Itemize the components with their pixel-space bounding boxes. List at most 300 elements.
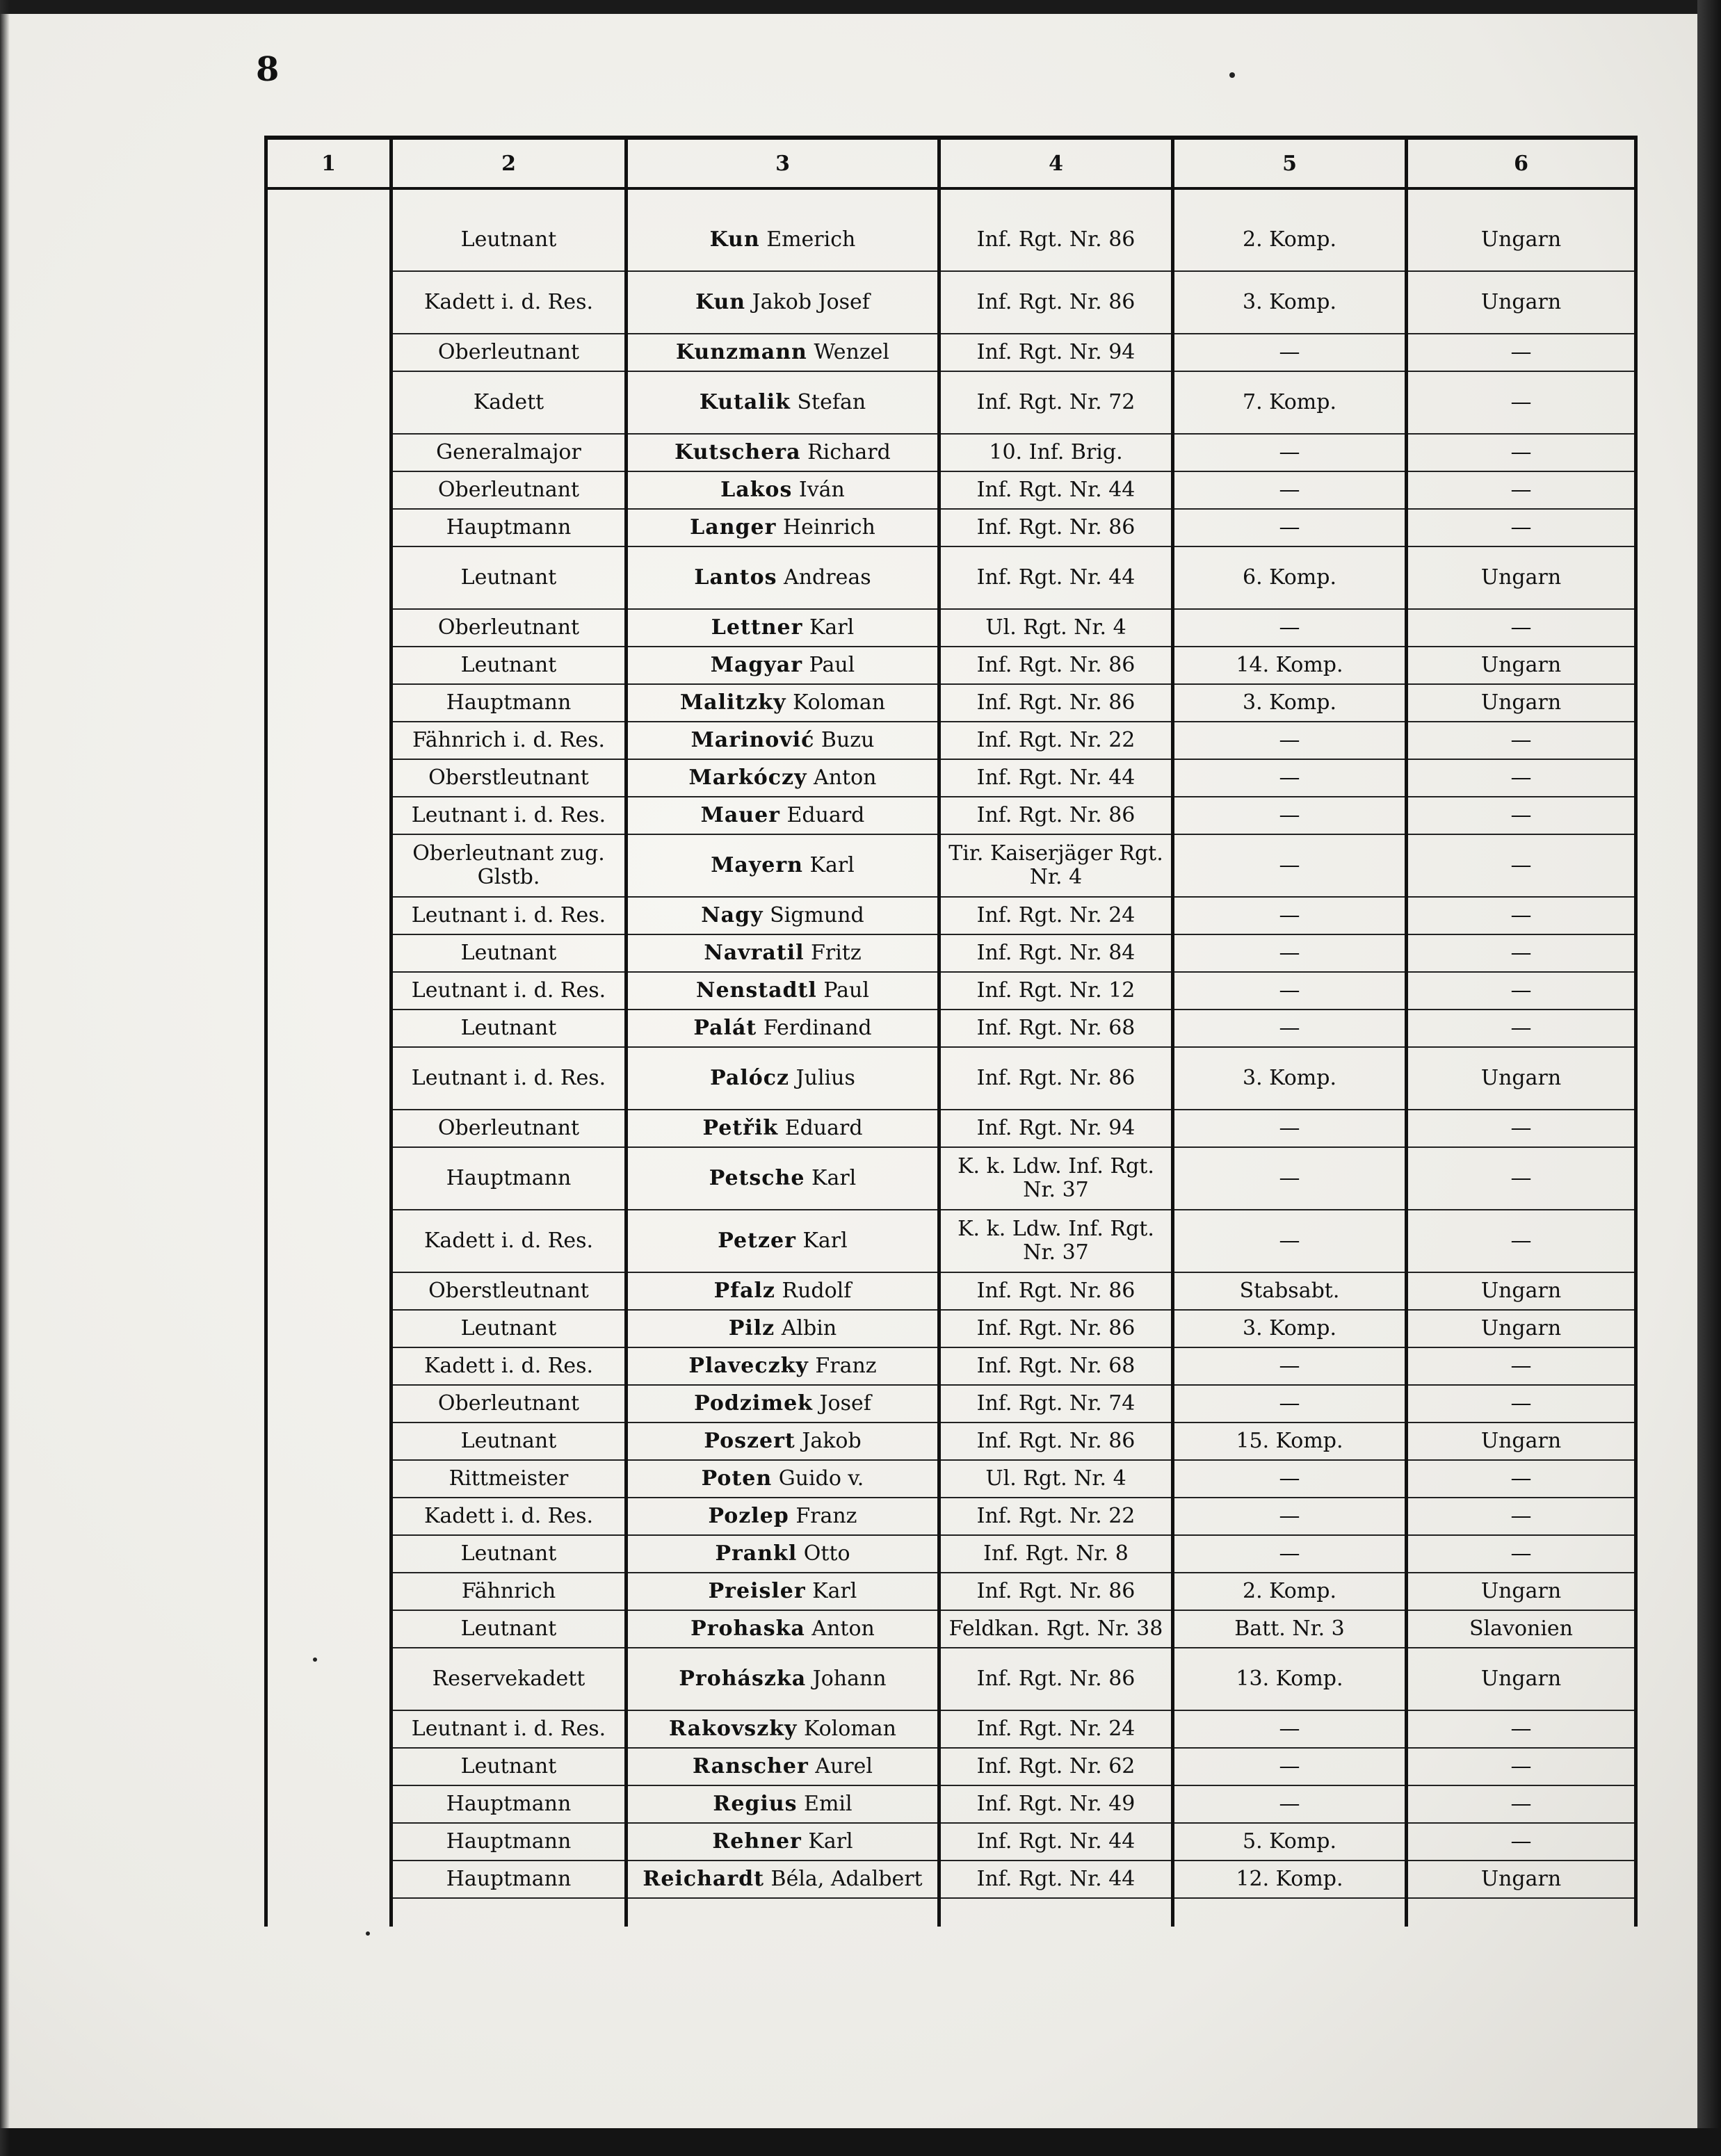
given-name: Karl [802,1229,848,1253]
unit-cell: Inf. Rgt. Nr. 86 [939,209,1173,271]
surname: Reichardt [643,1867,764,1891]
region-cell: Ungarn [1407,1861,1636,1898]
given-name: Heinrich [782,515,875,540]
region-cell: — [1407,797,1636,834]
region-cell: — [1407,834,1636,897]
given-name: Sigmund [770,903,864,927]
subunit-cell: — [1173,1010,1407,1047]
given-name: Karl [811,1166,857,1190]
rank-cell: Hauptmann [391,509,627,546]
region-cell: — [1407,371,1636,434]
unit-cell: Inf. Rgt. Nr. 44 [939,759,1173,797]
index-cell [266,972,391,1010]
given-name: Rudolf [782,1279,852,1303]
given-name: Aurel [815,1754,873,1778]
region-cell: — [1407,1535,1636,1573]
subunit-cell: — [1173,1210,1407,1272]
table-row [266,1785,1636,1823]
unit-cell: Inf. Rgt. Nr. 12 [939,972,1173,1010]
index-cell [266,271,391,334]
region-cell: — [1407,609,1636,647]
index-cell [266,434,391,471]
given-name: Wenzel [814,340,890,364]
subunit-cell: — [1173,972,1407,1010]
name-cell [627,1423,939,1460]
region-cell: Ungarn [1407,271,1636,334]
unit-cell: Inf. Rgt. Nr. 44 [939,1823,1173,1861]
table-row [266,434,1636,471]
table-row [266,1535,1636,1573]
name-cell [627,934,939,972]
table-row [266,1210,1636,1272]
region-cell: Ungarn [1407,1310,1636,1347]
subunit-cell: — [1173,834,1407,897]
index-cell [266,1010,391,1047]
region-cell: Ungarn [1407,546,1636,609]
rank-cell: Hauptmann [391,684,627,722]
page-number: 8 [256,50,280,89]
rank-cell: Leutnant i. d. Res. [391,1047,627,1110]
index-cell [266,546,391,609]
name-cell [627,1210,939,1272]
rank-cell: Leutnant [391,647,627,684]
surname: Ranscher [693,1754,809,1778]
surname: Langer [690,515,777,540]
scan-edge-left [0,0,10,2156]
subunit-cell: 6. Komp. [1173,546,1407,609]
index-cell [266,1610,391,1648]
subunit-cell: 13. Komp. [1173,1648,1407,1710]
name-cell [627,509,939,546]
rank-cell: Oberstleutnant [391,759,627,797]
index-cell [266,797,391,834]
given-name: Ferdinand [763,1016,872,1040]
rank-cell: Oberleutnant zug. Glstb. [391,834,627,897]
index-cell [266,1110,391,1147]
rank-cell: Kadett i. d. Res. [391,271,627,334]
given-name: Béla, Adalbert [770,1867,923,1891]
region-cell: — [1407,1710,1636,1748]
given-name: Otto [803,1541,850,1566]
column-header-6: 6 [1407,138,1636,188]
index-cell [266,1823,391,1861]
subunit-cell: 3. Komp. [1173,684,1407,722]
rank-cell: Leutnant [391,546,627,609]
unit-cell: Inf. Rgt. Nr. 94 [939,1110,1173,1147]
unit-cell: Inf. Rgt. Nr. 86 [939,1047,1173,1110]
subunit-cell: 3. Komp. [1173,1310,1407,1347]
subunit-cell: 12. Komp. [1173,1861,1407,1898]
rank-cell: Leutnant [391,1010,627,1047]
index-cell [266,471,391,509]
table-row [266,647,1636,684]
surname: Preisler [708,1579,806,1603]
rank-cell: Leutnant [391,1748,627,1785]
table-row [266,1110,1636,1147]
name-cell [627,1147,939,1210]
name-cell [627,1047,939,1110]
region-cell: — [1407,722,1636,759]
name-cell [627,1010,939,1047]
name-cell [627,1347,939,1385]
rank-cell: Leutnant [391,934,627,972]
surname: Poszert [704,1429,795,1453]
index-cell [266,934,391,972]
surname: Lettner [711,615,803,640]
given-name: Iván [798,478,845,502]
index-cell [266,371,391,434]
given-name: Julius [795,1066,855,1090]
surname: Lakos [720,478,793,502]
surname: Prohászka [679,1667,807,1691]
scan-edge-bottom [0,2128,1721,2156]
surname: Lantos [694,565,777,590]
region-cell: — [1407,1010,1636,1047]
name-cell [627,1110,939,1147]
surname: Regius [713,1792,798,1816]
subunit-cell: 15. Komp. [1173,1423,1407,1460]
index-cell [266,1310,391,1347]
table-spacer-bottom [266,1898,1636,1927]
index-cell [266,1147,391,1210]
given-name: Jakob Josef [752,290,870,314]
table-row [266,1573,1636,1610]
index-cell [266,1460,391,1498]
unit-cell: Inf. Rgt. Nr. 62 [939,1748,1173,1785]
table-row [266,509,1636,546]
rank-cell: Oberleutnant [391,609,627,647]
unit-cell: Inf. Rgt. Nr. 22 [939,722,1173,759]
rank-cell: Oberleutnant [391,1385,627,1423]
table-row [266,897,1636,934]
index-cell [266,1785,391,1823]
region-cell: — [1407,1347,1636,1385]
name-cell [627,1498,939,1535]
surname: Markóczy [688,765,807,790]
table-row [266,209,1636,271]
given-name: Fritz [811,941,862,965]
table-row [266,1423,1636,1460]
region-cell: — [1407,759,1636,797]
given-name: Eduard [786,803,865,827]
region-cell: — [1407,1748,1636,1785]
index-cell [266,1861,391,1898]
unit-cell: Inf. Rgt. Nr. 44 [939,1861,1173,1898]
surname: Magyar [710,653,803,677]
rank-cell: Leutnant [391,209,627,271]
name-cell [627,1861,939,1898]
unit-cell: Inf. Rgt. Nr. 24 [939,897,1173,934]
given-name: Josef [819,1391,871,1416]
rank-cell: Kadett i. d. Res. [391,1210,627,1272]
subunit-cell: — [1173,1785,1407,1823]
officer-register-table [264,136,1638,1927]
name-cell [627,972,939,1010]
given-name: Eduard [784,1116,863,1140]
index-cell [266,684,391,722]
index-cell [266,834,391,897]
given-name: Andreas [784,565,871,590]
surname: Prohaska [690,1616,805,1641]
name-cell [627,371,939,434]
name-cell [627,1710,939,1748]
region-cell: Ungarn [1407,1272,1636,1310]
name-cell [627,471,939,509]
rank-cell: Oberleutnant [391,1110,627,1147]
name-cell [627,1535,939,1573]
subunit-cell: 5. Komp. [1173,1823,1407,1861]
rank-cell: Oberstleutnant [391,1272,627,1310]
region-cell: — [1407,471,1636,509]
given-name: Richard [807,440,891,464]
surname: Podzimek [694,1391,813,1416]
surname: Prankl [715,1541,798,1566]
rank-cell: Leutnant [391,1535,627,1573]
table-row [266,334,1636,371]
ink-speck [366,1931,370,1936]
table-row [266,1347,1636,1385]
subunit-cell: 14. Komp. [1173,647,1407,684]
index-cell [266,647,391,684]
index-cell [266,1748,391,1785]
unit-cell: Inf. Rgt. Nr. 86 [939,1423,1173,1460]
region-cell: — [1407,509,1636,546]
table-row [266,1648,1636,1710]
region-cell: — [1407,1460,1636,1498]
table-row [266,934,1636,972]
surname: Petřik [702,1116,779,1140]
region-cell: — [1407,897,1636,934]
subunit-cell: — [1173,509,1407,546]
given-name: Franz [815,1354,877,1378]
subunit-cell: 3. Komp. [1173,1047,1407,1110]
unit-cell: Inf. Rgt. Nr. 86 [939,509,1173,546]
surname: Palát [693,1016,757,1040]
table-row [266,1823,1636,1861]
index-cell [266,1535,391,1573]
region-cell: Ungarn [1407,1047,1636,1110]
subunit-cell: — [1173,471,1407,509]
index-cell [266,1423,391,1460]
unit-cell: Feldkan. Rgt. Nr. 38 [939,1610,1173,1648]
name-cell [627,1648,939,1710]
name-cell [627,684,939,722]
surname: Pozlep [708,1504,789,1528]
name-cell [627,1748,939,1785]
given-name: Paul [809,653,855,677]
name-cell [627,609,939,647]
subunit-cell: Batt. Nr. 3 [1173,1610,1407,1648]
subunit-cell: — [1173,434,1407,471]
given-name: Jakob [802,1429,862,1453]
given-name: Karl [812,1579,857,1603]
rank-cell: Generalmajor [391,434,627,471]
table-row [266,1147,1636,1210]
surname: Pilz [728,1316,775,1340]
scan-edge-top [0,0,1721,14]
region-cell: — [1407,1210,1636,1272]
rank-cell: Leutnant [391,1610,627,1648]
unit-cell: Inf. Rgt. Nr. 44 [939,546,1173,609]
surname: Pfalz [713,1279,775,1303]
table-row [266,1310,1636,1347]
surname: Kun [695,290,746,314]
table-row [266,546,1636,609]
name-cell [627,334,939,371]
given-name: Emerich [766,227,856,252]
unit-cell: K. k. Ldw. Inf. Rgt. Nr. 37 [939,1147,1173,1210]
given-name: Johann [812,1667,887,1691]
index-cell [266,722,391,759]
region-cell: — [1407,1785,1636,1823]
unit-cell: Inf. Rgt. Nr. 86 [939,1573,1173,1610]
given-name: Franz [795,1504,857,1528]
table-row [266,722,1636,759]
unit-cell: Inf. Rgt. Nr. 22 [939,1498,1173,1535]
unit-cell: Tir. Kaiserjäger Rgt. Nr. 4 [939,834,1173,897]
given-name: Stefan [797,390,866,414]
column-number-header [266,138,1636,188]
unit-cell: Ul. Rgt. Nr. 4 [939,1460,1173,1498]
table-row [266,797,1636,834]
index-cell [266,1210,391,1272]
rank-cell: Reservekadett [391,1648,627,1710]
subunit-cell: 7. Komp. [1173,371,1407,434]
index-cell [266,1272,391,1310]
subunit-cell: — [1173,1347,1407,1385]
surname: Navratil [704,941,805,965]
region-cell: Ungarn [1407,647,1636,684]
rank-cell: Hauptmann [391,1823,627,1861]
index-cell [266,209,391,271]
unit-cell: Inf. Rgt. Nr. 68 [939,1010,1173,1047]
region-cell: Ungarn [1407,1423,1636,1460]
name-cell [627,897,939,934]
index-cell [266,1573,391,1610]
name-cell [627,797,939,834]
column-header-4: 4 [939,138,1173,188]
subunit-cell: 3. Komp. [1173,271,1407,334]
region-cell: — [1407,434,1636,471]
name-cell [627,1460,939,1498]
region-cell: — [1407,1498,1636,1535]
given-name: Anton [811,1616,875,1641]
region-cell: Ungarn [1407,1648,1636,1710]
name-cell [627,1272,939,1310]
surname: Petzer [718,1229,796,1253]
surname: Petsche [709,1166,805,1190]
table-row [266,271,1636,334]
column-header-3: 3 [627,138,939,188]
name-cell [627,1573,939,1610]
unit-cell: Inf. Rgt. Nr. 49 [939,1785,1173,1823]
subunit-cell: — [1173,1710,1407,1748]
unit-cell: Inf. Rgt. Nr. 44 [939,471,1173,509]
table-row [266,1610,1636,1648]
surname: Rehner [712,1829,802,1854]
surname: Poten [701,1466,773,1491]
surname: Malitzky [679,690,786,715]
given-name: Koloman [804,1717,896,1741]
name-cell [627,759,939,797]
unit-cell: Inf. Rgt. Nr. 86 [939,1310,1173,1347]
name-cell [627,434,939,471]
table-row [266,1861,1636,1898]
table-row [266,972,1636,1010]
surname: Palócz [710,1066,790,1090]
index-cell [266,897,391,934]
rank-cell: Rittmeister [391,1460,627,1498]
name-cell [627,1385,939,1423]
given-name: Paul [823,978,869,1003]
rank-cell: Kadett i. d. Res. [391,1498,627,1535]
surname: Kun [709,227,760,252]
subunit-cell: — [1173,897,1407,934]
subunit-cell: — [1173,1460,1407,1498]
given-name: Guido v. [778,1466,864,1491]
table-row [266,1498,1636,1535]
subunit-cell: 2. Komp. [1173,209,1407,271]
table-row [266,1748,1636,1785]
region-cell: — [1407,934,1636,972]
rank-cell: Hauptmann [391,1861,627,1898]
subunit-cell: — [1173,797,1407,834]
table-row [266,1460,1636,1498]
given-name: Emil [804,1792,853,1816]
table-spacer-top [266,188,1636,209]
name-cell [627,1785,939,1823]
unit-cell: Inf. Rgt. Nr. 86 [939,647,1173,684]
subunit-cell: — [1173,609,1407,647]
given-name: Karl [808,1829,853,1854]
surname: Mayern [711,853,803,877]
surname: Kunzmann [675,340,807,364]
rank-cell: Leutnant [391,1423,627,1460]
rank-cell: Hauptmann [391,1147,627,1210]
given-name: Anton [814,765,877,790]
given-name: Albin [781,1316,837,1340]
region-cell: — [1407,334,1636,371]
unit-cell: Inf. Rgt. Nr. 84 [939,934,1173,972]
surname: Kutschera [674,440,801,464]
region-cell: — [1407,1385,1636,1423]
subunit-cell: — [1173,934,1407,972]
name-cell [627,1823,939,1861]
index-cell [266,609,391,647]
unit-cell: Ul. Rgt. Nr. 4 [939,609,1173,647]
unit-cell: Inf. Rgt. Nr. 24 [939,1710,1173,1748]
subunit-cell: — [1173,759,1407,797]
subunit-cell: — [1173,1748,1407,1785]
index-cell [266,1498,391,1535]
subunit-cell: — [1173,334,1407,371]
index-cell [266,334,391,371]
name-cell [627,1610,939,1648]
unit-cell: Inf. Rgt. Nr. 8 [939,1535,1173,1573]
subunit-cell: Stabsabt. [1173,1272,1407,1310]
surname: Mauer [700,803,780,827]
region-cell: Ungarn [1407,209,1636,271]
rank-cell: Kadett i. d. Res. [391,1347,627,1385]
index-cell [266,509,391,546]
rank-cell: Oberleutnant [391,334,627,371]
given-name: Karl [809,615,855,640]
name-cell [627,546,939,609]
index-cell [266,1047,391,1110]
unit-cell: Inf. Rgt. Nr. 86 [939,1272,1173,1310]
index-cell [266,1347,391,1385]
given-name: Koloman [793,690,886,715]
